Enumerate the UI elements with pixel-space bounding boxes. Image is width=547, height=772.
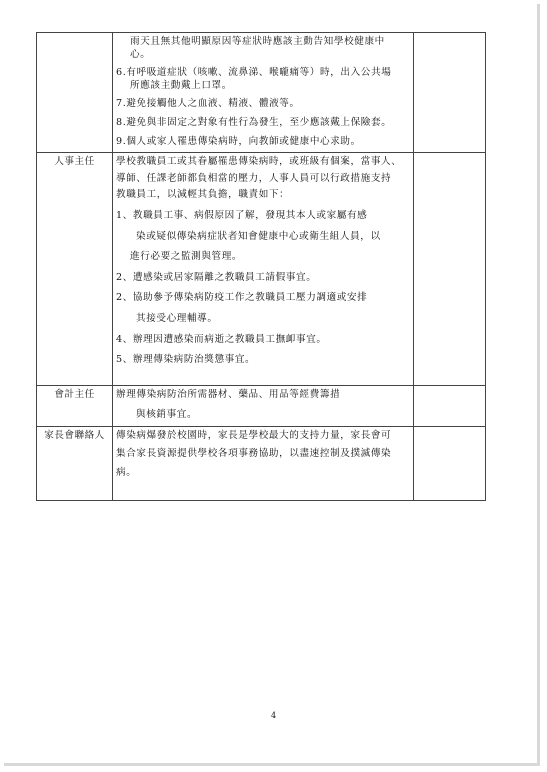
duty-line: 進行必要之監測與管理。: [130, 251, 243, 263]
table-row: [37, 33, 486, 153]
role-cell: [37, 33, 113, 153]
page-number: 4: [270, 711, 277, 720]
duty-line: 教職員工，以減輕其負擔，職責如下：: [116, 189, 290, 201]
duty-line: 5、辦理傳染病防治獎懲事宜。: [116, 354, 256, 366]
duty-line: 4、辦理因遭感染而病逝之教職員工撫卹事宜。: [116, 333, 327, 345]
duty-line: 集合家長資源提供學校各項事務協助，以盡速控制及撲滅傳染: [116, 448, 392, 460]
duty-line: 6.有呼吸道症狀（咳嗽、流鼻涕、喉嚨痛等）時，出入公共場: [116, 67, 392, 79]
remarks-cell: [414, 33, 486, 153]
responsibility-table: [36, 32, 486, 501]
remarks-cell: [414, 153, 486, 386]
remarks-cell: [414, 385, 486, 426]
duty-line: 導師、任課老師都負相當的壓力，人事人員可以行政措施支持: [116, 172, 392, 184]
duty-cell: [113, 385, 414, 426]
duty-line: 染或疑似傳染病症狀者知會健康中心或衛生組人員，以: [136, 230, 381, 242]
duty-line: 其接受心理輔導。: [136, 312, 218, 324]
duty-line: 學校教職員工或其眷屬罹患傳染病時，或班級有個案，當事人、: [116, 156, 402, 168]
duty-line: 9.個人或家人罹患傳染病時，向教師或健康中心求助。: [116, 135, 361, 147]
duty-line: 辦理傳染病防治所需器材、藥品、用品等經費籌措: [116, 388, 341, 400]
duty-line: 病。: [116, 467, 137, 479]
duty-line: 2、遭感染或居家隔離之教職員工請假事宜。: [116, 271, 317, 283]
duty-line: 2、協助參予傳染病防疫工作之教職員工壓力調適或安排: [116, 292, 368, 304]
table-row: [37, 153, 486, 386]
table-row: [37, 385, 486, 426]
duty-line: 與核銷事宜。: [136, 409, 198, 421]
duty-line: 雨天且無其他明顯原因等症狀時應該主動告知學校健康中: [130, 36, 385, 47]
duty-line: 7.避免接觸他人之血液、精液、體液等。: [116, 98, 300, 110]
role-cell: 會計主任: [37, 385, 113, 426]
duty-line: 傳染病爆發於校園時，家長是學校最大的支持力量，家長會可: [116, 429, 392, 441]
table-body: [37, 33, 486, 501]
duty-cell: [113, 33, 414, 153]
duty-cell: [113, 426, 414, 500]
remarks-cell: [414, 426, 486, 500]
duty-line: 1、教職員工事、病假原因了解，發現其本人或家屬有感: [116, 209, 368, 221]
duty-line: 心。: [130, 48, 151, 60]
role-cell: 家長會聯絡人: [37, 426, 113, 500]
table-row: [37, 426, 486, 500]
role-cell: 人事主任: [37, 153, 113, 386]
duty-cell: [113, 153, 414, 386]
duty-line: 所應該主動戴上口罩。: [130, 79, 232, 91]
duty-line: 8.避免與非固定之對象有性行為發生，至少應該戴上保險套。: [116, 116, 392, 128]
